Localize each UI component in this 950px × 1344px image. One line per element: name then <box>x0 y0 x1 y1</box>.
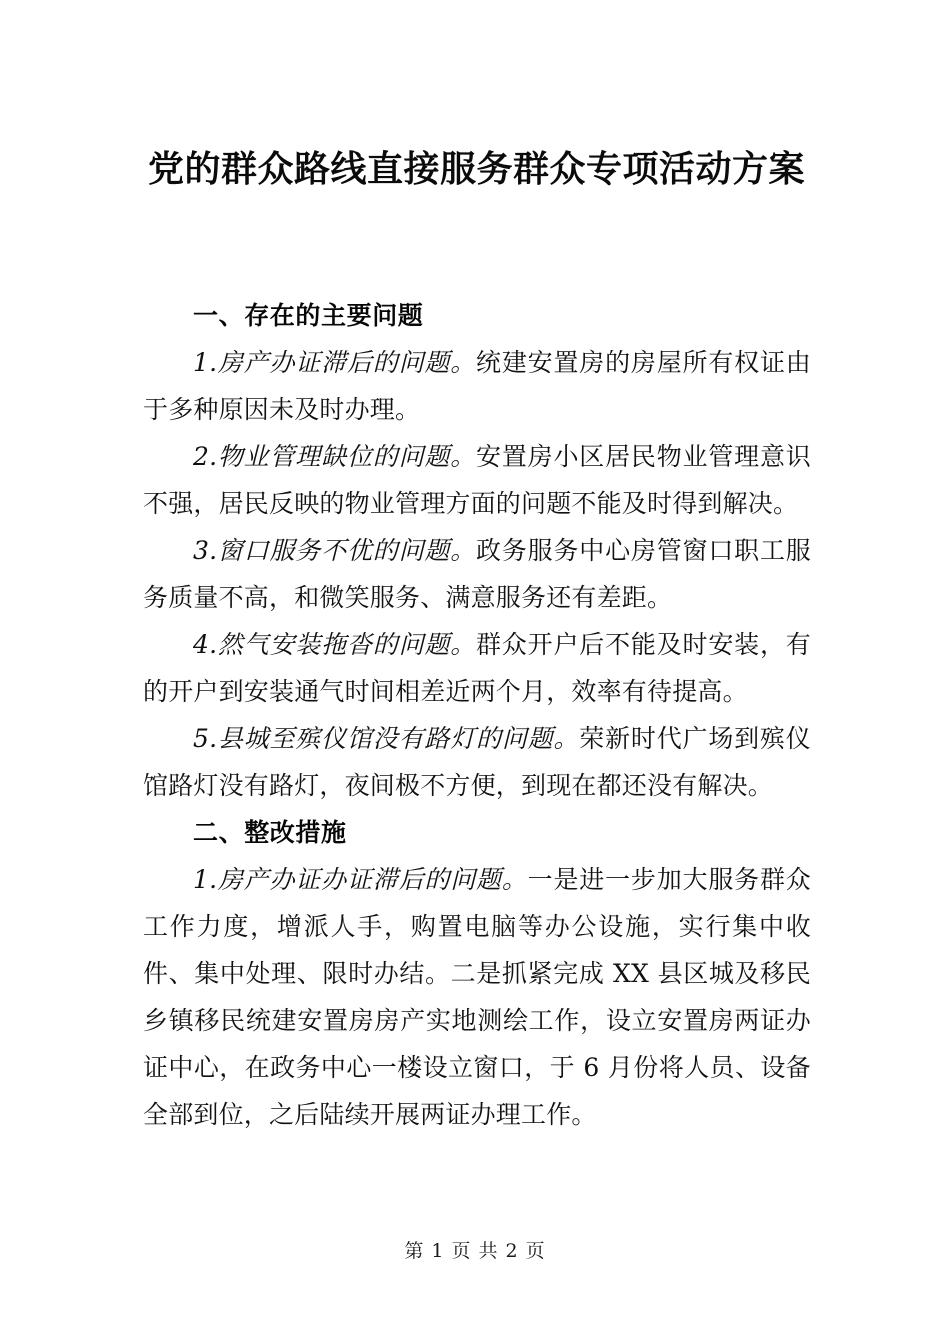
paragraph-1-4 <box>143 621 811 715</box>
paragraph-rest: 荣新时代广场到殡仪馆路灯没有路灯，夜间极不方便，到现在都还没有解决。 <box>143 724 811 800</box>
paragraph-lead: 1.房产办证办证滞后的问题。 <box>193 865 528 894</box>
paragraph-lead: 5.县城至殡仪馆没有路灯的问题。 <box>193 724 580 753</box>
paragraph-lead: 3.窗口服务不优的问题。 <box>193 536 477 565</box>
paragraph-1-5 <box>143 715 811 809</box>
document-body <box>143 292 811 1138</box>
section-heading-2: 二、整改措施 <box>193 818 347 847</box>
paragraph-rest: 群众开户后不能及时安装，有的开户到安装通气时间相差近两个月，效率有待提高。 <box>143 630 811 706</box>
paragraph-rest: 一是进一步加大服务群众工作力度，增派人手，购置电脑等办公设施，实行集中收件、集中处理、限时办结。二是抓紧完成 XX 县区城及移民乡镇移民统建安置房房产实地测绘工作，设立安置房两证办证中心，在政务中心一楼设立窗口，于 6 月份将人员、设备全部到位，之后陆续开展两证办理工作。 <box>143 865 812 1129</box>
paragraph-lead: 2.物业管理缺位的问题。 <box>193 442 477 471</box>
paragraph-lead: 1.房产办证滞后的问题。 <box>193 348 477 377</box>
paragraph-rest: 统建安置房的房屋所有权证由于多种原因未及时办理。 <box>143 348 811 424</box>
paragraph-rest: 安置房小区居民物业管理意识不强，居民反映的物业管理方面的问题不能及时得到解决。 <box>143 442 811 518</box>
paragraph-rest: 政务服务中心房管窗口职工服务质量不高，和微笑服务、满意服务还有差距。 <box>143 536 811 612</box>
paragraph-1-1 <box>143 339 811 433</box>
page-title: 党的群众路线直接服务群众专项活动方案 <box>147 148 805 190</box>
page-footer: 第 1 页 共 2 页 <box>404 1240 546 1262</box>
paragraph-2-1 <box>143 856 811 1138</box>
paragraph-lead: 4.然气安装拖沓的问题。 <box>193 630 477 659</box>
section-heading-1: 一、存在的主要问题 <box>193 301 424 330</box>
paragraph-1-3 <box>143 527 811 621</box>
paragraph-1-2 <box>143 433 811 527</box>
